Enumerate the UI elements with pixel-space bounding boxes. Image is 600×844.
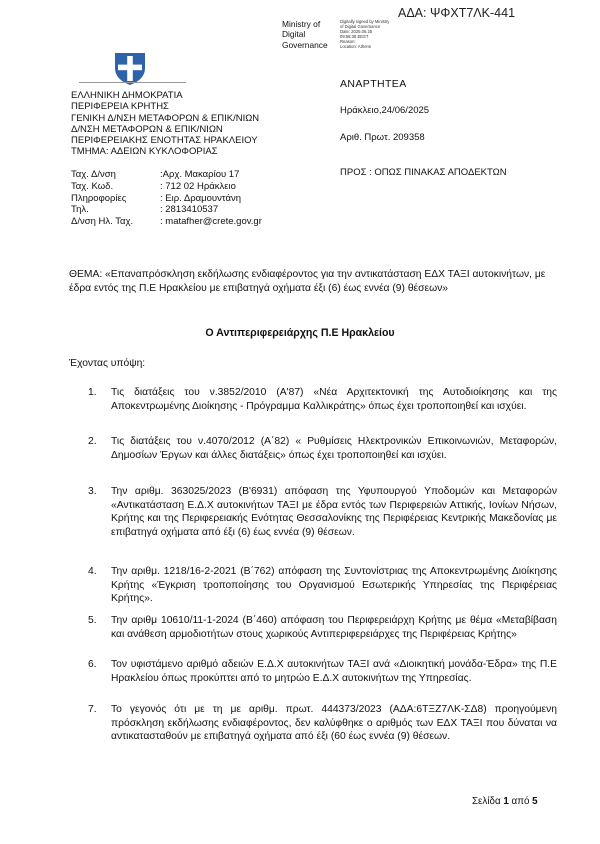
item-text: Το γεγονός ότι με τη με αριθμ. πρωτ. 444373/2023 (ΑΔΑ:6ΤΞΖ7ΛΚ-ΣΔ8) προηγούμενη πρόσκληση εκδήλωσης ενδιαφέροντος, δεν καλύφθηκε ο αριθμός των ΕΔΧ ΤΑΞΙ που δύναται να αντικατασταθούν με επιβατηγά οχήματα από έξι (60 έως εννέα (9) θέσεων. (111, 704, 557, 743)
protocol-number: Αριθ. Πρωτ. 209358 (340, 132, 425, 143)
item-number: 4. (88, 566, 97, 577)
contact-value: : 2813410537 (160, 204, 219, 216)
sender-block (71, 90, 259, 158)
digital-signature (340, 19, 389, 50)
signature-line: Reason: (340, 39, 356, 45)
item-text: Την αριθμ 10610/11-1-2024 (Β΄460) απόφαση του Περιφερειάρχη Κρήτης με θέμα «Μεταβίβαση και ανάθεση αρμοδιοτήτων στους χωρικούς Αντιπεριφερειάρχες της Περιφέρειας Κρήτης» (111, 615, 557, 640)
contact-label: Ταχ. Δ/νση (71, 169, 116, 180)
sender-line: ΠΕΡΙΦΕΡΕΙΑ ΚΡΗΤΗΣ (71, 101, 169, 113)
considering-label: Έχοντας υπόψη: (69, 358, 146, 369)
item-number: 6. (88, 659, 97, 670)
item-text: Την αριθμ. 363025/2023 (Β'6931) απόφαση της Υφυπουργού Υποδομών και Μεταφορών «Αντικατάσταση Ε.Δ.Χ αυτοκινήτων ΤΑΞΙ με έδρα εντός των Περιφερειών Αττικής, Ιονίων Νήσων, Κρήτης και της Περιφερειακής Ενότητας Θεσσαλονίκης της Περιφέρειας Κεντρικής Μακεδονίας με επιβατηγά οχήματα από έξι (6) έως εννέα (9) θέσεων. (111, 486, 557, 539)
ministry-line: Ministry of (282, 19, 321, 29)
sender-line: ΠΕΡΙΦΕΡΕΙΑΚΗΣ ΕΝΟΤΗΤΑΣ ΗΡΑΚΛΕΙΟΥ (71, 135, 258, 147)
item-text: Την αριθμ. 1218/16-2-2021 (Β΄762) απόφαση της Συντονίστριας της Αποκεντρωμένης Διοίκησης Κρήτης «Έγκριση τροποποίησης του Οργανισμού Εσωτερικής Υπηρεσίας της Περιφέρειας Κρήτης». (111, 566, 557, 605)
contact-value: : 712 02 Ηράκλειο (160, 180, 236, 192)
issuer-heading: Ο Αντιπεριφερειάρχης Π.Ε Ηρακλείου (205, 327, 395, 339)
contact-row (71, 216, 262, 228)
contact-value: : Ειρ. Δραμουντάνη (160, 192, 241, 204)
contact-details (71, 169, 262, 228)
page-number (472, 796, 538, 807)
contact-value: :Αρχ. Μακαρίου 17 (160, 169, 240, 180)
ministry-line: Digital (282, 29, 306, 40)
contact-label: Τηλ. (71, 204, 89, 216)
contact-row (71, 204, 262, 216)
item-number: 5. (88, 615, 97, 626)
contact-label: Ταχ. Κωδ. (71, 180, 114, 192)
item-number: 2. (88, 436, 97, 447)
contact-row (71, 181, 262, 193)
subject: ΘΕΜΑ: «Επαναπρόσκληση εκδήλωσης ενδιαφέροντος για την αντικατάσταση ΕΔΧ ΤΑΞΙ αυτοκινήτων, με έδρα εντός της Π.Ε Ηρακλείου με επιβατηγά οχήματα έξι (6) έως εννέα (9) θέσεων» (69, 269, 546, 295)
signature-line: Date: 2025.06.25 (340, 29, 373, 35)
signature-line: of Digital Governance (340, 24, 381, 30)
contact-row (71, 169, 262, 181)
signature-line: Digitally signed by Ministry (340, 19, 390, 24)
emblem-divider (79, 82, 186, 83)
item-text: Τον υφιστάμενο αριθμό αδειών Ε.Δ.Χ αυτοκινήτων ΤΑΞΙ ανά «Διοικητική μονάδα-Έδρα» της Π.Ε Ηρακλείου όπως προκύπτει από το μητρώο Ε.Δ.Χ αυτοκινήτων της Υπηρεσίας. (111, 659, 557, 684)
signature-line: 09:56:38 EEST (340, 34, 369, 40)
current-page: 1 (503, 796, 509, 807)
ministry-line: Governance (282, 39, 328, 50)
signature-line: Location: Athens (340, 44, 371, 50)
sender-line: ΓΕΝΙΚΗ Δ/ΝΣΗ ΜΕΤΑΦΟΡΩΝ & ΕΠΙΚ/ΝΙΩΝ (71, 112, 260, 124)
ada-code: ΑΔΑ: ΨΦΧΤ7ΛΚ-441 (398, 6, 516, 20)
item-text: Τις διατάξεις του ν.4070/2012 (Α΄82) « Ρυθμίσεις Ηλεκτρονικών Επικοινωνιών, Μεταφορών, Δημοσίων Έργων και άλλες διατάξεις» όπως έχει τροποποιηθεί και ισχύει. (111, 436, 557, 461)
ministry-label (282, 19, 328, 50)
document-date: Ηράκλειο,24/06/2025 (340, 105, 430, 116)
contact-email[interactable]: : matafher@crete.gov.gr (160, 216, 262, 228)
item-text: Τις διατάξεις του ν.3852/2010 (Α'87) «Νέα Αρχιτεκτονική της Αυτοδιοίκησης και της Αποκεντρωμένης Διοίκησης - Πρόγραμμα Καλλικράτης» όπως έχει τροποποιηθεί και ισχύει. (111, 387, 557, 412)
sender-line: ΤΜΗΜΑ: ΑΔΕΙΩΝ ΚΥΚΛΟΦΟΡΙΑΣ (71, 146, 218, 158)
item-number: 7. (88, 704, 97, 715)
sender-line: Δ/ΝΣΗ ΜΕΤΑΦΟΡΩΝ & ΕΠΙΚ/ΝΙΩΝ (71, 123, 223, 135)
item-number: 1. (88, 387, 97, 398)
greek-emblem-icon (112, 50, 148, 86)
contact-label: Δ/νση Ηλ. Ταχ. (71, 216, 134, 228)
public-posting-label: ΑΝΑΡΤΗΤΕΑ (340, 78, 407, 90)
contact-label: Πληροφορίες (71, 192, 127, 204)
of-word: από (511, 796, 530, 807)
item-number: 3. (88, 486, 97, 497)
sender-line: ΕΛΛΗΝΙΚΗ ΔΗΜΟΚΡΑΤΙΑ (71, 90, 183, 101)
total-pages: 5 (532, 796, 538, 807)
contact-row (71, 193, 262, 205)
page-word: Σελίδα (472, 796, 501, 807)
recipients: ΠΡΟΣ : ΟΠΩΣ ΠΙΝΑΚΑΣ ΑΠΟΔΕΚΤΩΝ (340, 167, 507, 178)
